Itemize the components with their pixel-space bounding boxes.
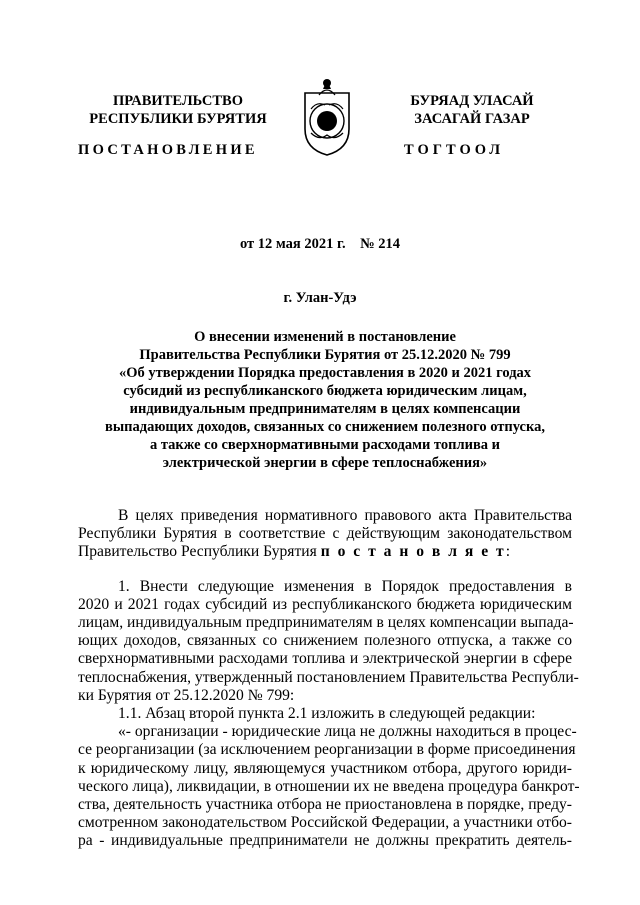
text-line: 1. Внести следующие изменения в Порядок предоставления в (118, 577, 572, 595)
text-line (78, 543, 572, 561)
text-line: В целях приведения нормативного правового акта Правительства (118, 507, 572, 524)
text-line: сверхнормативными расходами топлива и электрической энергии в сфере (78, 650, 572, 668)
text-line: се реорганизации (за исключением реорганизации в форме присоединения (78, 741, 576, 759)
document-date-number: от 12 мая 2021 г. № 214 (239, 236, 401, 252)
decree-word: п о с т а н о в л я е т (320, 543, 506, 561)
title-line: О внесении изменений в постановление (194, 329, 456, 345)
paragraph-new-wording (78, 723, 580, 850)
paragraph-item-1 (78, 577, 579, 705)
header-left (78, 92, 278, 128)
text-line: ра - индивидуальные предприниматели не должны прекратить деятель- (78, 832, 572, 850)
header-left-line2: РЕСПУБЛИКИ БУРЯТИЯ (89, 111, 267, 127)
text-line: 1.1. Абзац второй пункта 2.1 изложить в следующей редакции: (118, 705, 536, 723)
text-line: ства, деятельность участника отбора не приостановлена в порядке, преду- (78, 796, 572, 814)
text-line: смотренном законодательством Российской Федерации, а участники отбо- (78, 814, 572, 832)
title-line: индивидуальным предпринимателям в целях компенсации (129, 401, 521, 417)
emblem-icon (297, 75, 357, 157)
title-line: «Об утверждении Порядка предоставления в 2020 и 2021 годах (118, 365, 532, 381)
text-line: ческого лица), ликвидации, в отношении их не введена процедура банкрот- (78, 777, 580, 795)
preamble-colon: : (505, 543, 511, 561)
title-line: Правительства Республики Бурятия от 25.12.2020 № 799 (139, 347, 511, 363)
paragraph-preamble (78, 507, 572, 562)
text-line: 2020 и 2021 годах субсидий из республиканского бюджета юридическим (78, 595, 572, 613)
header-right-line2: ЗАСАГАЙ ГАЗАР (414, 111, 530, 127)
text-line: «- организации - юридические лица не должны находиться в процес- (118, 723, 577, 741)
text-line: Республики Бурятия в соответствие с действующим законодательством (78, 525, 572, 543)
header-right-line1: БУРЯАД УЛАСАЙ (410, 93, 534, 109)
title-line: электрической энергии в сфере теплоснабжения» (162, 455, 488, 471)
text-line: ющих доходов, связанных со снижением полезного отпуска, а также со (78, 632, 572, 650)
preamble-text: Правительство Республики Бурятия (78, 543, 321, 561)
document-city: г. Улан-Удэ (283, 290, 357, 306)
title-line: а также со сверхнормативными расходами топлива и (149, 437, 501, 453)
text-line: ки Бурятия от 25.12.2020 № 799: (78, 686, 295, 704)
text-line: теплоснабжения, утвержденный постановлением Правительства Республи- (78, 668, 579, 686)
doctype-left: ПОСТАНОВЛЕНИЕ (78, 142, 258, 158)
title-line: выпадающих доходов, связанных со снижением полезного отпуска, (104, 419, 545, 435)
doctype-right: ТОГТООЛ (404, 142, 505, 158)
header-right (372, 92, 572, 128)
document-title (78, 328, 572, 472)
text-line: к юридическому лицу, являющемуся участником отбора, другого юриди- (78, 759, 572, 777)
header-left-line1: ПРАВИТЕЛЬСТВО (113, 93, 243, 109)
title-line: субсидий из республиканского бюджета юридическим лицам, (123, 383, 527, 399)
paragraph-item-1-1 (78, 705, 572, 723)
document-body (78, 507, 580, 851)
text-line: лицам, индивидуальным предпринимателям в целях компенсации выпада- (78, 614, 574, 632)
